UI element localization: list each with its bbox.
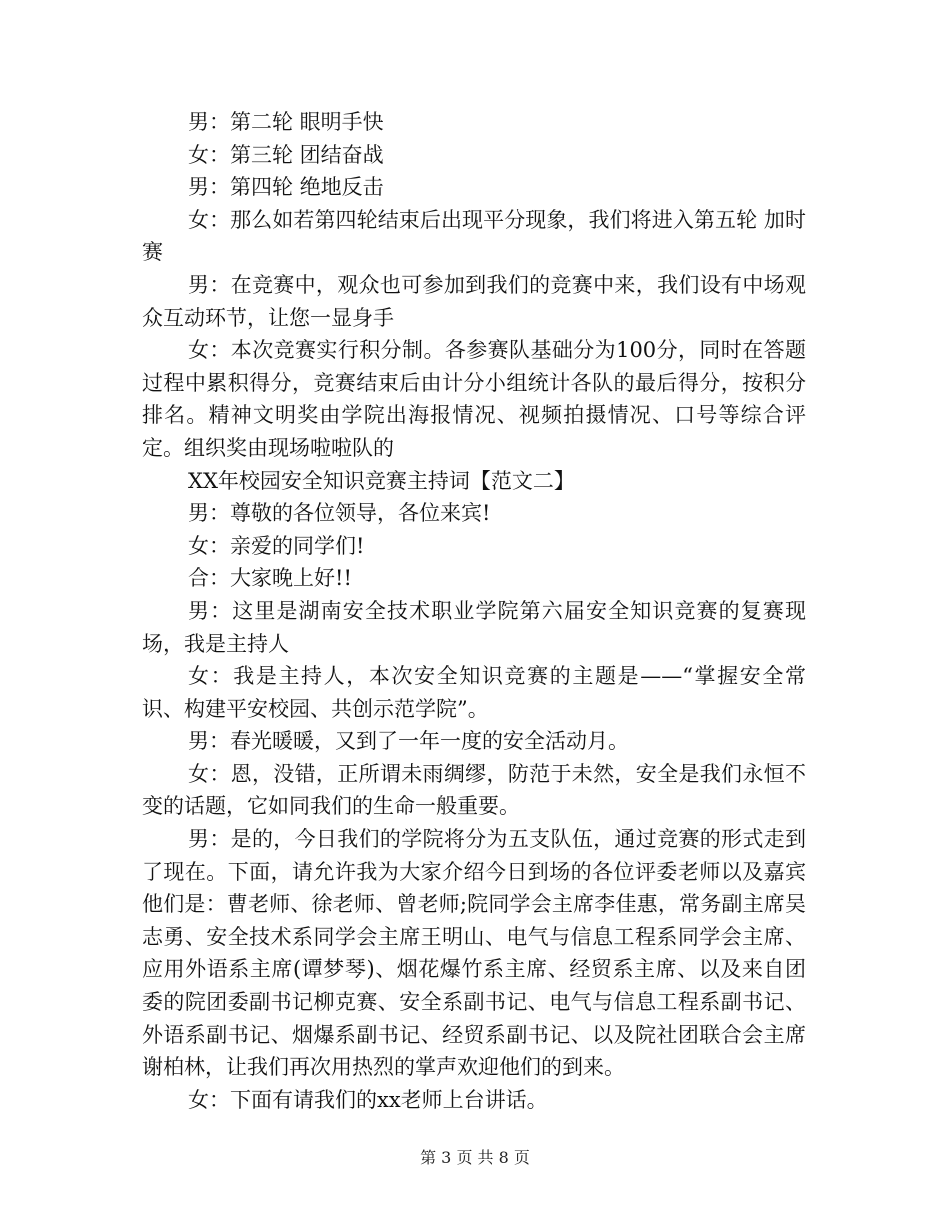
paragraph: 女：下面有请我们的xx老师上台讲话。 [188,1087,548,1112]
page-number-footer: 第 3 页 共 8 页 [420,1148,530,1167]
section-heading: XX年校园安全知识竞赛主持词【范文二】 [188,468,575,493]
paragraph: 女：那么如若第四轮结束后出现平分现象，我们将进入第五轮 加时赛 [142,207,806,265]
paragraph: 男：在竞赛中，观众也可参加到我们的竞赛中来，我们设有中场观众互动环节，让您一显身手 [142,272,806,330]
paragraph: 男：第二轮 眼明手快 [188,110,384,134]
paragraph: 女：亲爱的同学们! [188,533,365,558]
document-body [142,106,806,1116]
paragraph: 女：恩，没错，正所谓未雨绸缪，防范于未然，安全是我们永恒不变的话题，它如同我们的生命一般重要。 [142,761,806,819]
paragraph: 合：大家晚上好!! [188,566,352,591]
paragraph: 男：这里是湖南安全技术职业学院第六届安全知识竞赛的复赛现场，我是主持人 [142,598,806,656]
paragraph: 女：本次竞赛实行积分制。各参赛队基础分为100分，同时在答题过程中累积得分，竞赛结束后由计分小组统计各队的最后得分，按积分排名。精神文明奖由学院出海报情况、视频拍摄情况、口号等综合评定。组织奖由现场啦啦队的 [142,338,806,460]
paragraph: 女：我是主持人，本次安全知识竞赛的主题是——“掌握安全常识、构建平安校园、共创示范学院”。 [142,664,806,721]
paragraph: 男：是的，今日我们的学院将分为五支队伍，通过竞赛的形式走到了现在。下面，请允许我为大家介绍今日到场的各位评委老师以及嘉宾他们是：曹老师、徐老师、曾老师;院同学会主席李佳惠，常务副主席吴志勇、安全技术系同学会主席王明山、电气与信息工程系同学会主席、应用外语系主席(谭梦琴)、烟花爆竹系主席、经贸系主席、以及来自团委的院团委副书记柳克赛、安全系副书记、电气与信息工程系副书记、外语系副书记、烟爆系副书记、经贸系副书记、以及院社团联合会主席谢柏林，让我们再次用热烈的掌声欢迎他们的到来。 [142,827,806,1080]
paragraph: 男：春光暖暖，又到了一年一度的安全活动月。 [188,729,629,754]
paragraph: 女：第三轮 团结奋战 [188,142,384,167]
paragraph: 男：第四轮 绝地反击 [188,175,384,200]
paragraph: 男：尊敬的各位领导，各位来宾! [188,501,491,526]
